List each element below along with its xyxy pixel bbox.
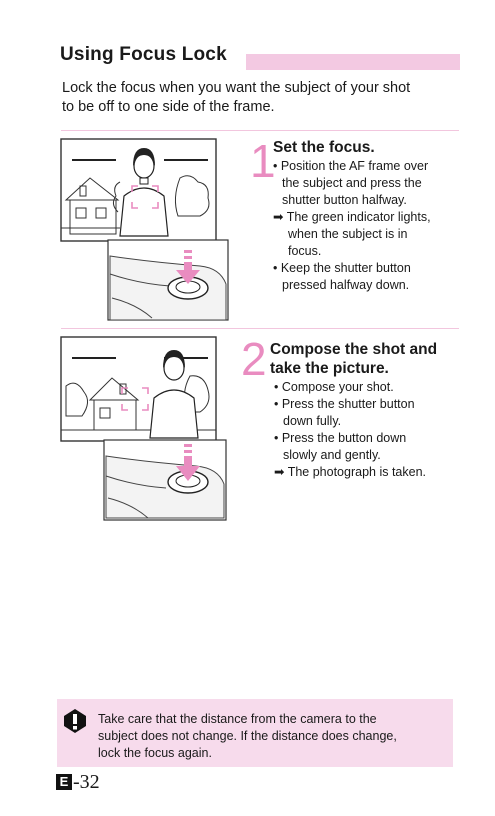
step2-bullet-cont: slowly and gently. <box>283 448 381 462</box>
step1-text <box>273 138 463 294</box>
title-highlight-band <box>246 54 460 70</box>
note-line: subject does not change. If the distance does change, <box>98 729 397 743</box>
page-number <box>56 771 100 794</box>
step2-bullet-cont: down fully. <box>283 414 342 428</box>
caution-icon <box>62 708 88 734</box>
intro-text <box>62 79 462 117</box>
note-line: lock the focus again. <box>98 746 212 760</box>
step1-bullet-cont: shutter button halfway. <box>282 193 407 207</box>
section-letter-badge: E <box>56 774 72 790</box>
step2-bullet: • Press the shutter button <box>274 397 415 411</box>
step1-bullet-cont: pressed halfway down. <box>282 278 410 292</box>
step2-bullet: • Press the button down <box>274 431 407 445</box>
section-divider <box>61 130 459 131</box>
caution-note-text <box>98 711 450 762</box>
step1-result: ➡ The green indicator lights, <box>273 210 431 224</box>
step1-heading: Set the focus. <box>273 139 375 156</box>
intro-line-2: to be off to one side of the frame. <box>62 99 275 115</box>
step2-bullet: • Compose your shot. <box>274 380 394 394</box>
step1-illustration <box>60 138 232 322</box>
intro-line-1: Lock the focus when you want the subject of your shot <box>62 80 411 96</box>
step1-bullet-cont: the subject and press the <box>282 176 422 190</box>
step2-text <box>270 340 470 481</box>
step2-illustration <box>60 336 232 522</box>
step1-bullet: • Keep the shutter button <box>273 261 411 275</box>
step-number: 1 <box>250 135 276 187</box>
step2-result: ➡ The photograph is taken. <box>274 465 427 479</box>
page-title: Using Focus Lock <box>60 44 227 65</box>
note-line: Take care that the distance from the camera to the <box>98 712 377 726</box>
step1-result-cont: focus. <box>288 244 322 258</box>
step-number: 2 <box>241 333 267 385</box>
step1-bullet: • Position the AF frame over <box>273 159 429 173</box>
section-divider <box>61 328 459 329</box>
step2-heading: Compose the shot and <box>270 341 438 358</box>
step2-heading-cont: take the picture. <box>270 360 389 377</box>
step1-result-cont: when the subject is in <box>288 227 408 241</box>
page-number-value: -32 <box>73 771 100 793</box>
